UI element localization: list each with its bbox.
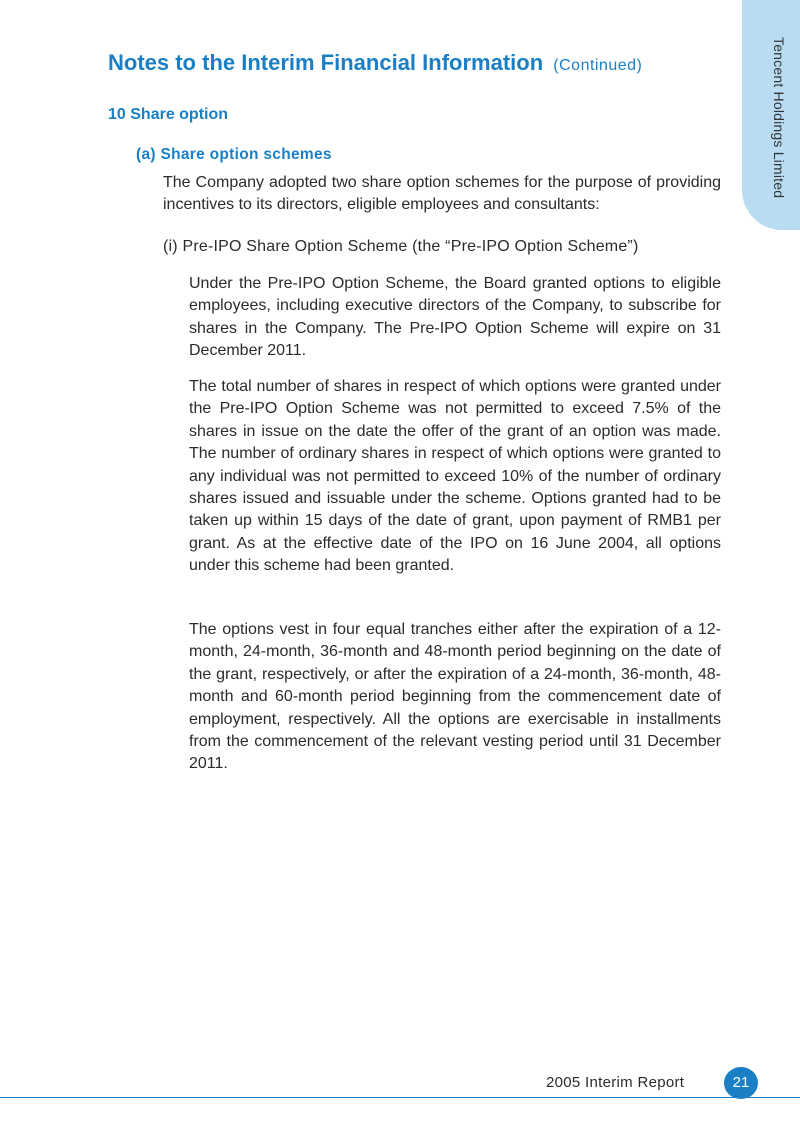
footer-rule — [0, 1097, 800, 1098]
scheme-paragraph: Under the Pre-IPO Option Scheme, the Board granted options to eligible employees, including executive directors of the Company, to subscribe for shares in the Company. The Pre-IPO Option Scheme will expire on 31 December 2011. — [189, 275, 721, 360]
subsection-heading: (a) Share option schemes — [136, 146, 332, 163]
scheme-paragraph: The total number of shares in respect of which options were granted under the Pre-IPO Option Scheme was not permitted to exceed 7.5% of the shares in issue on the date the offer of the grant of an option was made. The number of ordinary shares in respect of which options were granted to any individual was not permitted to exceed 10% of the number of ordinary shares issued and issuable under the scheme. Options granted had to be taken up within 15 days of the date of grant, upon payment of RMB1 per grant. As at the effective date of the IPO on 16 June 2004, all options under this scheme had been granted. — [189, 378, 721, 575]
page-title-text: Notes to the Interim Financial Information — [108, 50, 544, 75]
scheme-paragraph: The options vest in four equal tranches either after the expiration of a 12-month, 24-month, 36-month and 48-month period beginning on the date of the grant, respectively, or after the expiration of a 24-month, 36-month, 48-month and 60-month period beginning from the commencement date of employment, respectively. All the options are exercisable in installments from the commencement of the relevant vesting period until 31 December 2011. — [189, 621, 721, 773]
continued-label: (Continued) — [553, 57, 643, 74]
scheme-heading: (i) Pre-IPO Share Option Scheme (the “Pre-IPO Option Scheme”) — [163, 238, 639, 255]
section-heading: 10 Share option — [108, 106, 229, 123]
report-name: 2005 Interim Report — [546, 1074, 685, 1091]
intro-paragraph: The Company adopted two share option schemes for the purpose of providing incentives to its directors, eligible employees and consultants: — [163, 174, 721, 214]
company-name-tab: Tencent Holdings Limited — [771, 37, 787, 199]
page-number-badge: 21 — [724, 1067, 758, 1099]
page-title — [108, 50, 642, 76]
